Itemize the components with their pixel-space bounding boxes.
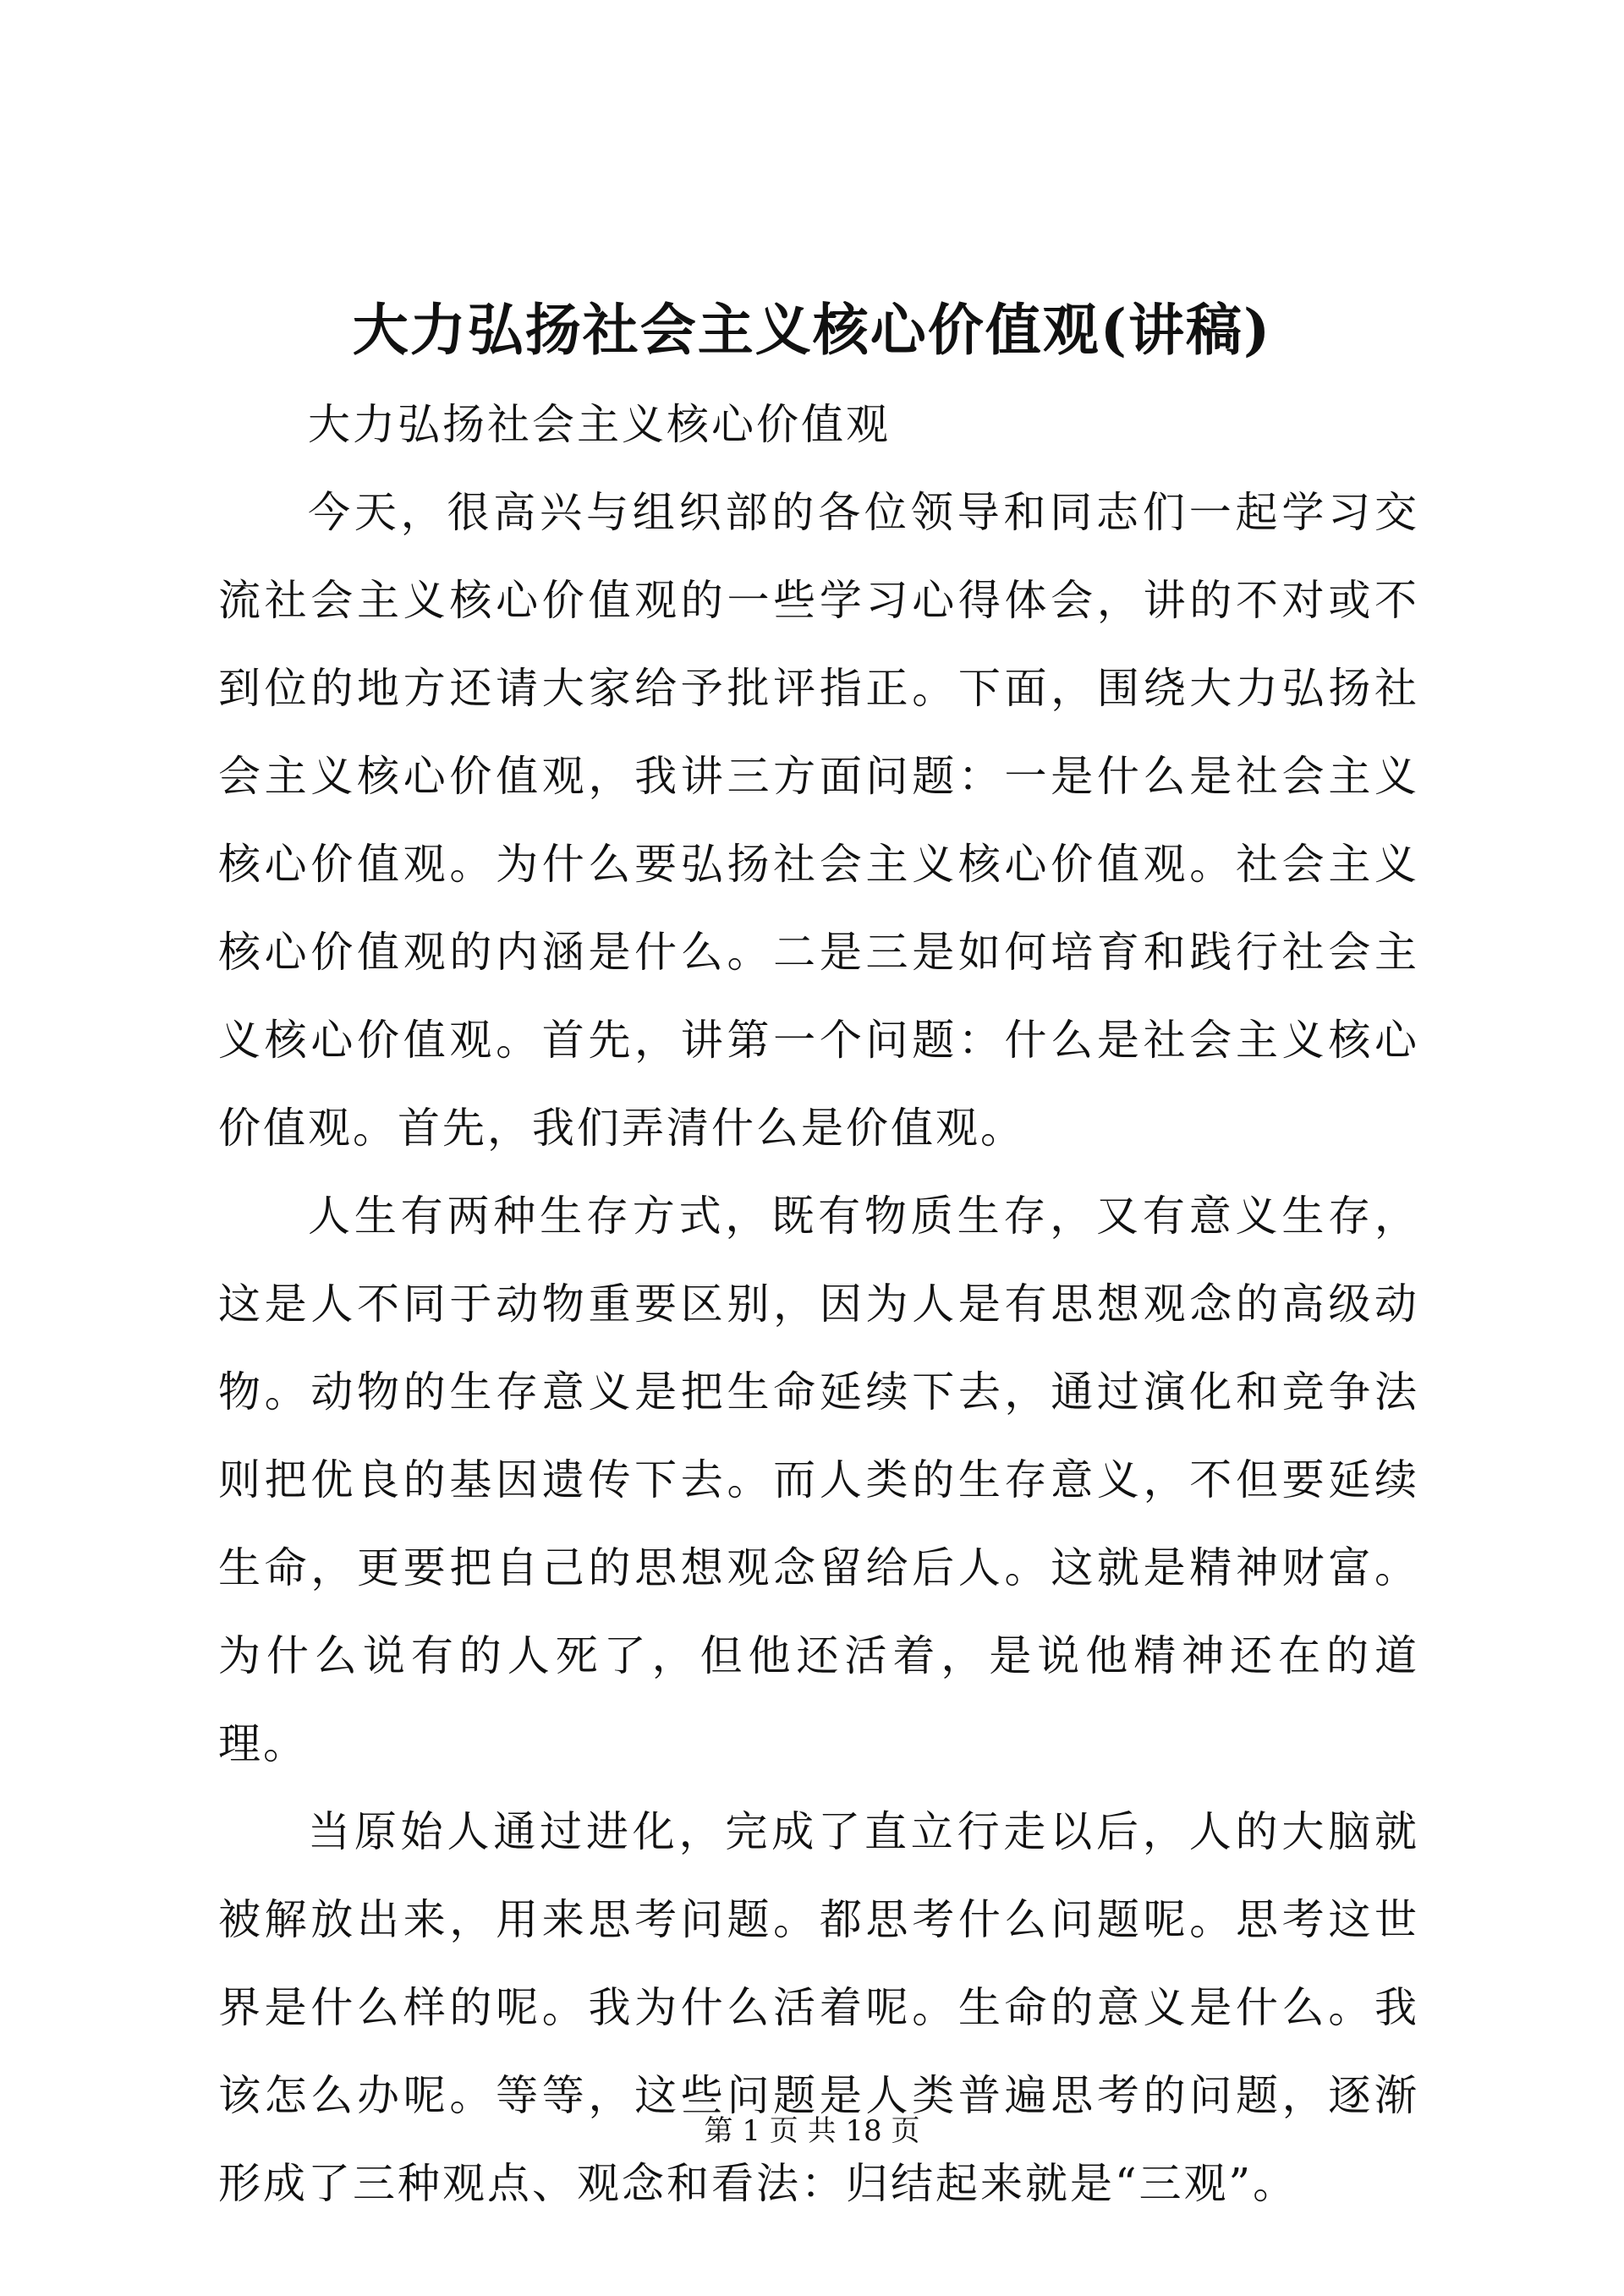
document-title: 大力弘扬社会主义核心价值观(讲稿) xyxy=(352,297,1272,363)
paragraph-introduction: 今天，很高兴与组织部的各位领导和同志们一起学习交流社会主义核心价值观的一些学习心得体会，讲的不对或不到位的地方还请大家给予批评指正。下面，围绕大力弘扬社会主义核心价值观，我讲三方面问题：一是什么是社会主义核心价值观。为什么要弘扬社会主义核心价值观。社会主义核心价值观的内涵是什么。二是三是如何培育和践行社会主义核心价值观。首先，讲第一个问题：什么是社会主义核心价值观。首先，我们弄清什么是价值观。 xyxy=(218,488,1419,1153)
document-body xyxy=(218,381,1419,2228)
paragraph-two-ways-of-existence: 人生有两种生存方式，既有物质生存，又有意义生存，这是人不同于动物重要区别，因为人是有思想观念的高级动物。动物的生存意义是把生命延续下去，通过演化和竞争法则把优良的基因遗传下去。而人类的生存意义，不但要延续生命，更要把自己的思想观念留给后人。这就是精神财富。为什么说有的人死了，但他还活着，是说他精神还在的道理。 xyxy=(218,1192,1419,1768)
paragraph-three-views: 当原始人通过进化，完成了直立行走以后，人的大脑就被解放出来，用来思考问题。都思考什么问题呢。思考这世界是什么样的呢。我为什么活着呢。生命的意义是什么。我该怎么办呢。等等，这些问题是人类普遍思考的问题，逐渐形成了三种观点、观念和看法：归结起来就是“三观”。 xyxy=(218,1807,1419,2208)
paragraph-subtitle: 大力弘扬社会主义核心价值观 xyxy=(308,400,891,449)
page-number-footer: 第 1 页 共 18 页 xyxy=(704,2114,920,2148)
